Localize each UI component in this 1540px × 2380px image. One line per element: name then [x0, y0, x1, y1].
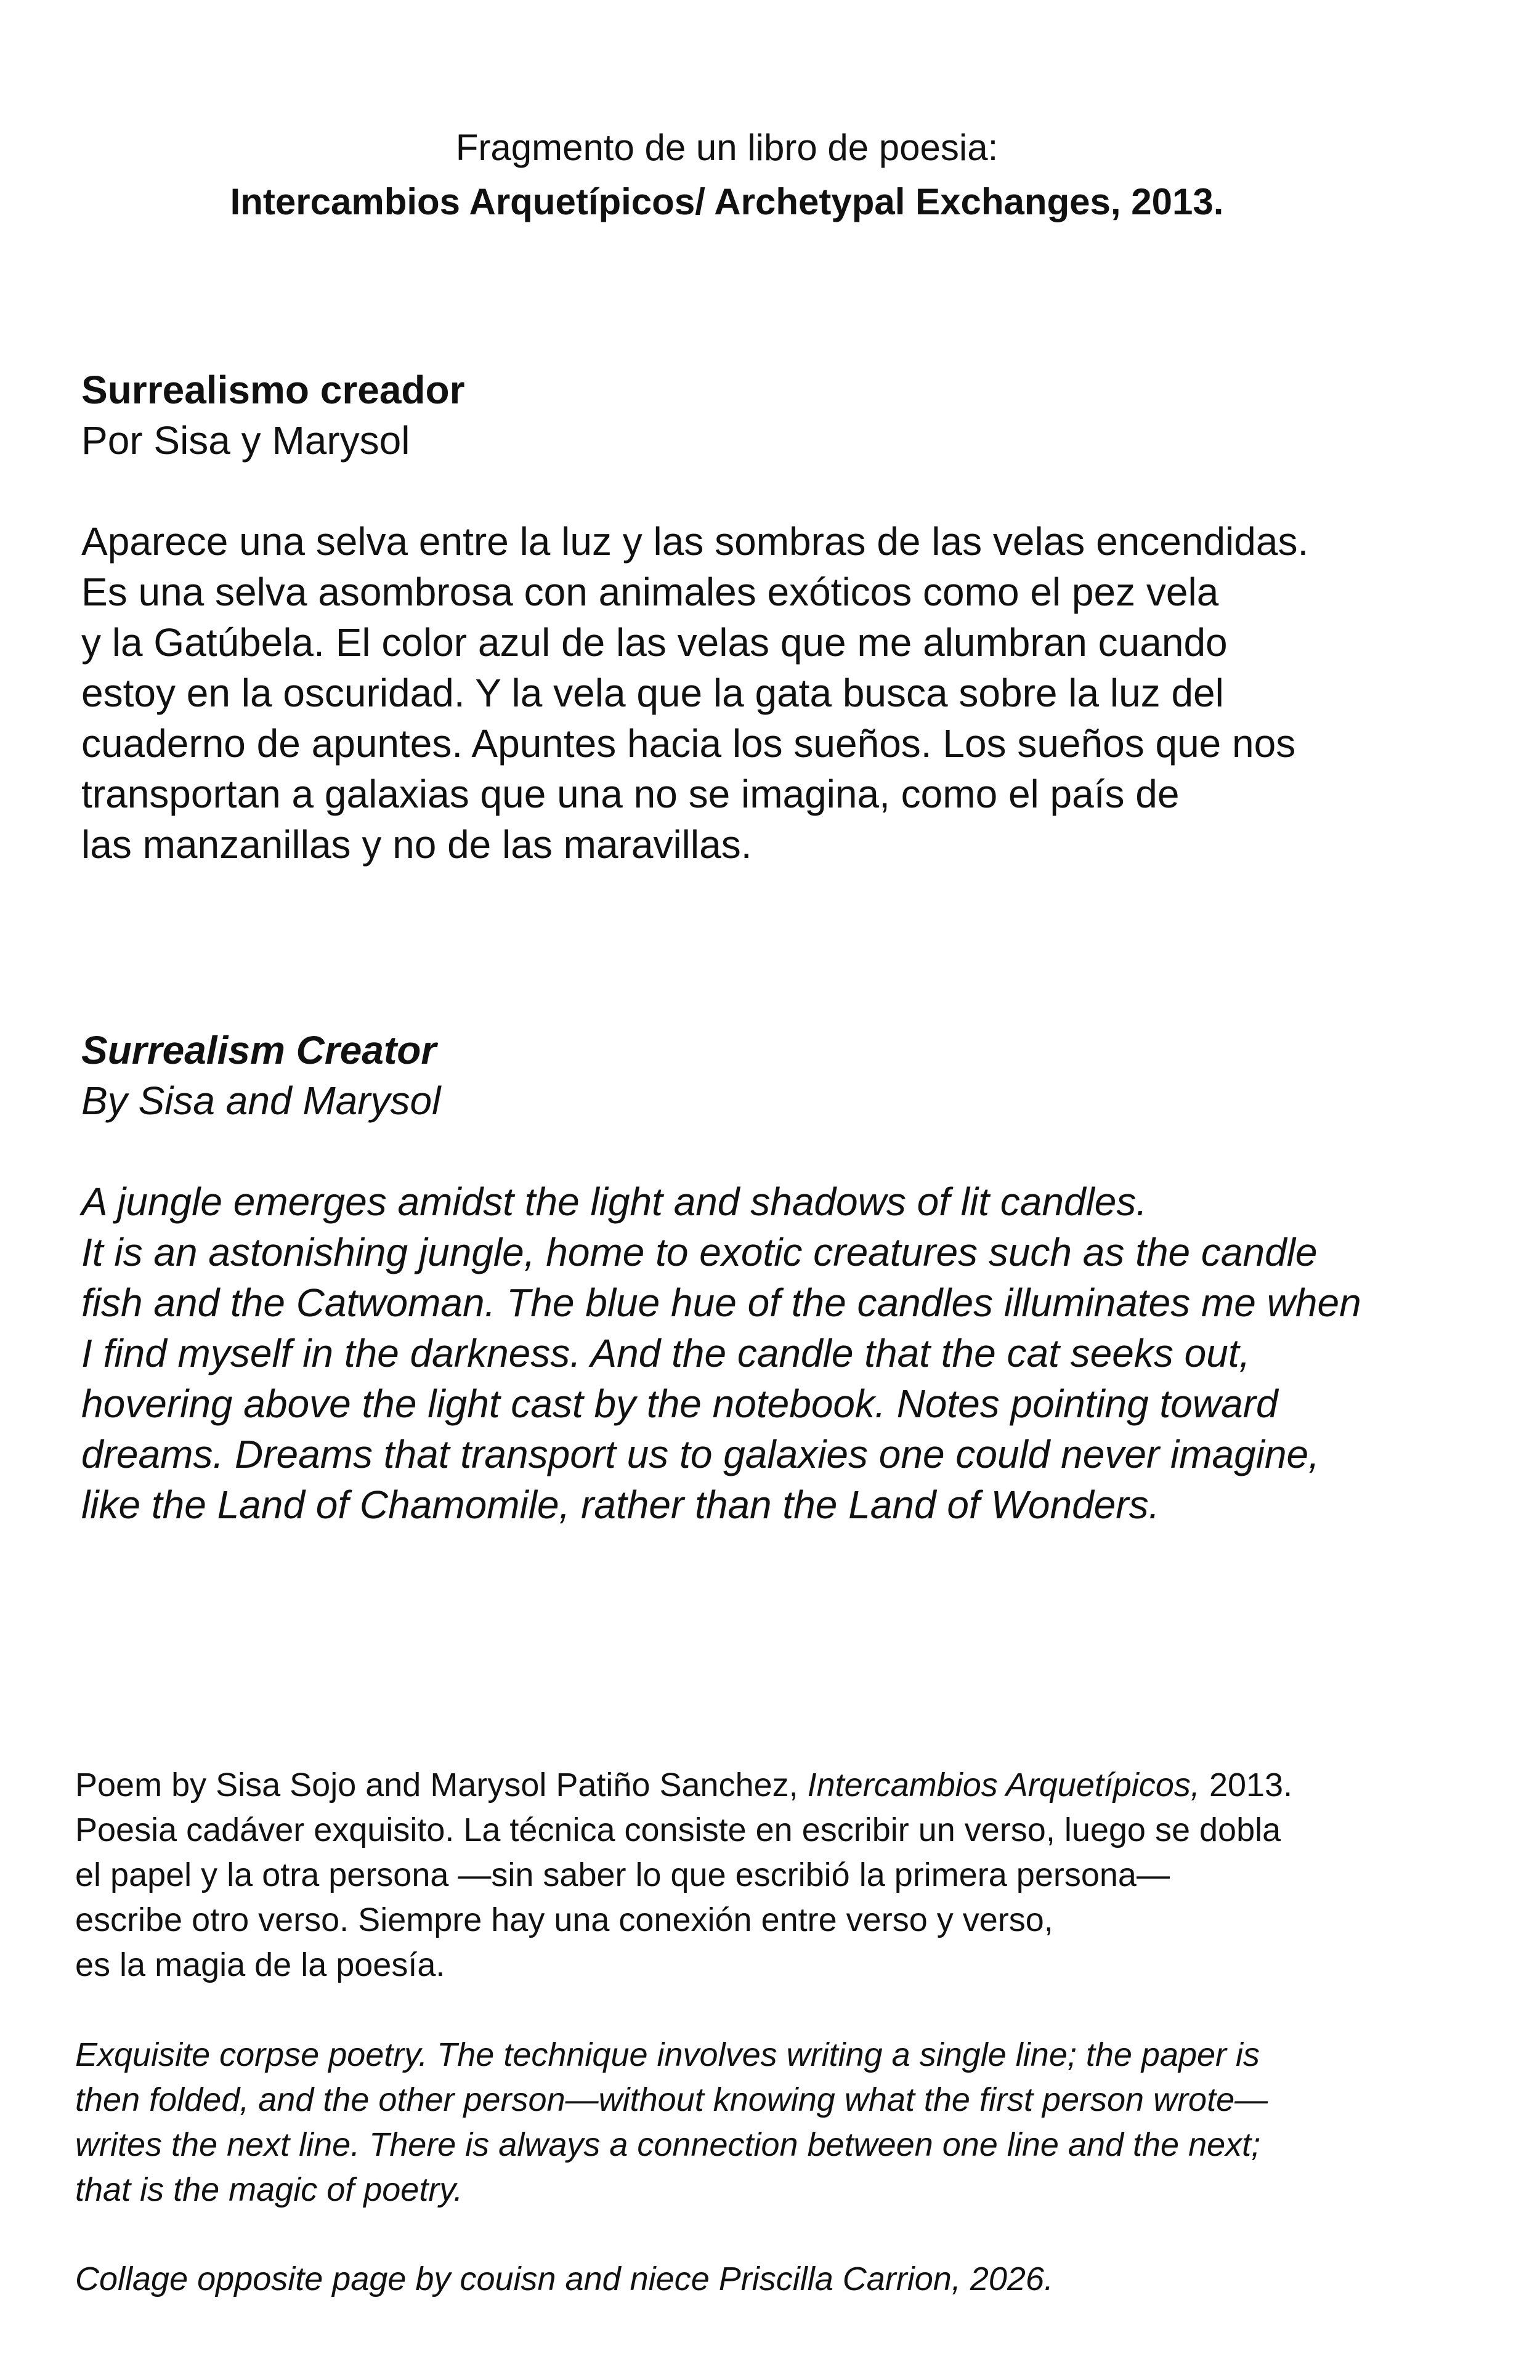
poem-line: transportan a galaxias que una no se imagina, como el país de — [81, 772, 1180, 816]
poem-line: Aparece una selva entre la luz y las sombras de las velas encendidas. — [81, 519, 1309, 564]
poem-line: hovering above the light cast by the notebook. Notes pointing toward — [81, 1382, 1278, 1426]
poem-body-es — [81, 516, 1498, 870]
poem-line: las manzanillas y no de las maravillas. — [81, 822, 752, 867]
poem-author-en: By Sisa and Marysol — [81, 1079, 441, 1123]
poem-line: I find myself in the darkness. And the candle that the cat seeks out, — [81, 1331, 1250, 1375]
poem-title-en: Surrealism Creator — [81, 1028, 437, 1072]
attribution-year: 2013. — [1199, 1767, 1293, 1803]
note-line: es la magia de la poesía. — [75, 1946, 445, 1983]
poem-spanish — [81, 365, 1498, 870]
poem-line: like the Land of Chamomile, rather than the Land of Wonders. — [81, 1483, 1160, 1527]
header-subtitle: Fragmento de un libro de poesia: — [455, 127, 999, 168]
attribution-book-title: Intercambios Arquetípicos, — [807, 1767, 1200, 1803]
poem-line: fish and the Catwoman. The blue hue of the candles illuminates me when — [81, 1281, 1361, 1325]
poem-english — [81, 1025, 1498, 1530]
poem-title-es: Surrealismo creador — [81, 368, 465, 412]
poem-line: Es una selva asombrosa con animales exóticos como el pez vela — [81, 570, 1219, 614]
poem-author-es: Por Sisa y Marysol — [81, 418, 410, 463]
book-title: Intercambios Arquetípicos/ Archetypal Exchanges, 2013. — [230, 181, 1224, 222]
book-header — [0, 121, 1454, 229]
note-line: then folded, and the other person—without knowing what the first person wrote— — [75, 2081, 1268, 2118]
poem-line: A jungle emerges amidst the light and shadows of lit candles. — [81, 1180, 1148, 1224]
attribution-text: Poem by Sisa Sojo and Marysol Patiño Sanchez, — [75, 1767, 808, 1803]
poem-line: dreams. Dreams that transport us to galaxies one could never imagine, — [81, 1432, 1319, 1476]
note-line: writes the next line. There is always a connection between one line and the next; — [75, 2126, 1261, 2163]
poem-body-en — [81, 1176, 1498, 1530]
poem-line: y la Gatúbela. El color azul de las velas que me alumbran cuando — [81, 620, 1228, 665]
note-line: escribe otro verso. Siempre hay una conexión entre verso y verso, — [75, 1901, 1053, 1938]
collage-credit: Collage opposite page by couisn and niece Priscilla Carrion, 2026. — [75, 2261, 1053, 2297]
note-line: Exquisite corpse poetry. The technique involves writing a single line; the paper is — [75, 2036, 1260, 2073]
note-line: el papel y la otra persona —sin saber lo que escribió la primera persona— — [75, 1856, 1170, 1893]
poem-attribution — [75, 1763, 1504, 1808]
note-line: Poesia cadáver exquisito. La técnica consiste en escribir un verso, luego se dobla — [75, 1811, 1281, 1848]
poem-line: estoy en la oscuridad. Y la vela que la gata busca sobre la luz del — [81, 671, 1224, 715]
technique-note-en — [75, 2033, 1504, 2212]
poem-line: cuaderno de apuntes. Apuntes hacia los sueños. Los sueños que nos — [81, 721, 1296, 766]
note-line: that is the magic of poetry. — [75, 2171, 463, 2208]
technique-note-es — [75, 1763, 1504, 1988]
poem-line: It is an astonishing jungle, home to exotic creatures such as the candle — [81, 1230, 1318, 1274]
